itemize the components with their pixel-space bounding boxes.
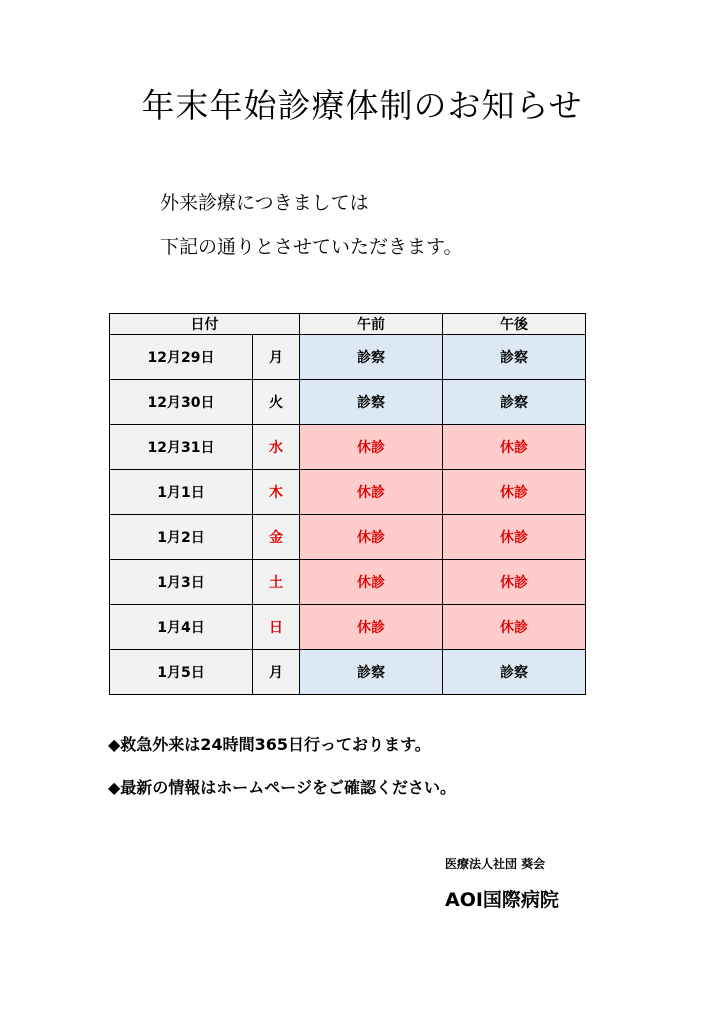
row-date: 12月30日 xyxy=(110,380,253,425)
header-date: 日付 xyxy=(110,314,300,335)
table-row xyxy=(110,470,586,515)
emergency-note: ◆救急外来は24時間365日行っております。 xyxy=(108,735,431,754)
row-day-of-week: 火 xyxy=(253,380,300,425)
intro-line-1: 外来診療につきましては xyxy=(160,192,369,214)
organization-name: 医療法人社団 葵会 xyxy=(445,857,546,871)
row-date: 1月1日 xyxy=(110,470,253,515)
hospital-name: AOI国際病院 xyxy=(445,889,559,911)
table-row xyxy=(110,650,586,695)
row-am-status: 診察 xyxy=(300,380,443,425)
row-pm-status: 休診 xyxy=(443,560,586,605)
table-row xyxy=(110,380,586,425)
row-date: 12月29日 xyxy=(110,335,253,380)
row-pm-status: 休診 xyxy=(443,605,586,650)
row-date: 12月31日 xyxy=(110,425,253,470)
row-am-status: 診察 xyxy=(300,650,443,695)
schedule-body xyxy=(110,335,586,695)
row-day-of-week: 月 xyxy=(253,650,300,695)
row-pm-status: 診察 xyxy=(443,650,586,695)
row-date: 1月2日 xyxy=(110,515,253,560)
row-am-status: 休診 xyxy=(300,425,443,470)
table-row xyxy=(110,515,586,560)
row-pm-status: 診察 xyxy=(443,380,586,425)
row-day-of-week: 日 xyxy=(253,605,300,650)
table-row xyxy=(110,335,586,380)
row-date: 1月3日 xyxy=(110,560,253,605)
row-day-of-week: 月 xyxy=(253,335,300,380)
row-pm-status: 休診 xyxy=(443,470,586,515)
schedule-table xyxy=(109,313,586,695)
row-am-status: 休診 xyxy=(300,470,443,515)
page-title: 年末年始診療体制のお知らせ xyxy=(141,86,583,125)
table-header-row xyxy=(110,314,586,335)
table-row xyxy=(110,605,586,650)
row-day-of-week: 金 xyxy=(253,515,300,560)
row-am-status: 診察 xyxy=(300,335,443,380)
row-day-of-week: 土 xyxy=(253,560,300,605)
row-am-status: 休診 xyxy=(300,560,443,605)
row-am-status: 休診 xyxy=(300,515,443,560)
row-date: 1月5日 xyxy=(110,650,253,695)
header-pm: 午後 xyxy=(443,314,586,335)
intro-line-2: 下記の通りとさせていただきます。 xyxy=(160,236,463,258)
row-day-of-week: 木 xyxy=(253,470,300,515)
row-am-status: 休診 xyxy=(300,605,443,650)
row-day-of-week: 水 xyxy=(253,425,300,470)
row-pm-status: 休診 xyxy=(443,515,586,560)
table-row xyxy=(110,425,586,470)
row-pm-status: 休診 xyxy=(443,425,586,470)
row-date: 1月4日 xyxy=(110,605,253,650)
table-row xyxy=(110,560,586,605)
header-am: 午前 xyxy=(300,314,443,335)
row-pm-status: 診察 xyxy=(443,335,586,380)
website-note: ◆最新の情報はホームページをご確認ください。 xyxy=(108,778,456,797)
